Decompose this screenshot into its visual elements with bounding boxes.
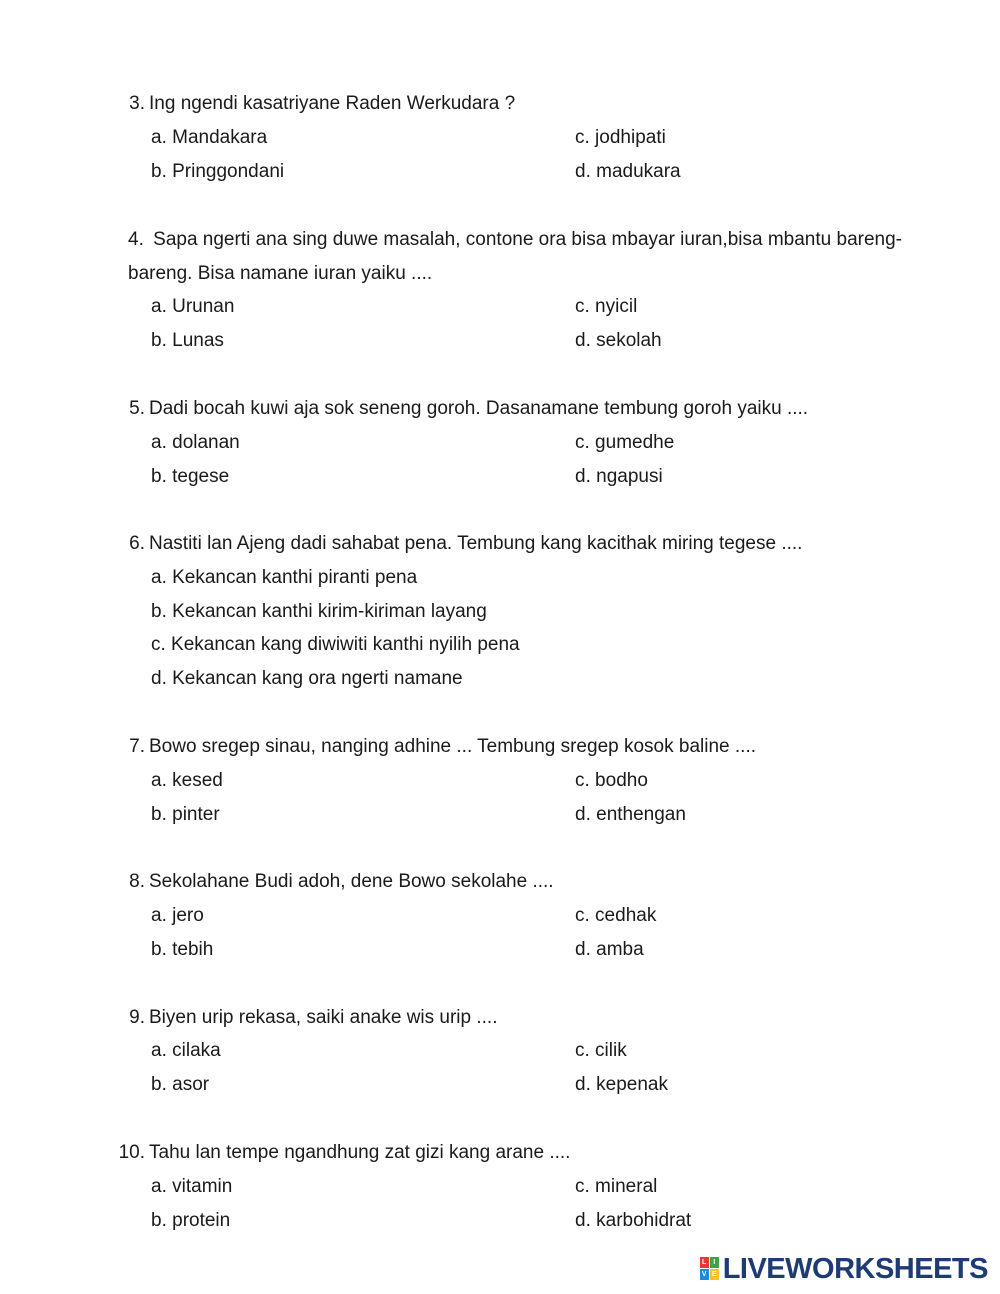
option-d[interactable]: d. kepenak: [575, 1074, 668, 1095]
option-b[interactable]: b. asor: [151, 1074, 210, 1095]
liveworksheets-wordmark: LIVEWORKSHEETS: [722, 1252, 988, 1285]
option-c[interactable]: c. gumedhe: [575, 432, 675, 453]
question-number: 7.: [129, 736, 145, 757]
option-c[interactable]: c. jodhipati: [575, 127, 666, 148]
question-text: Ing ngendi kasatriyane Raden Werkudara ?: [149, 93, 516, 114]
logo-block-e: E: [710, 1269, 719, 1280]
question-text: Nastiti lan Ajeng dadi sahabat pena. Tembung kang kacithak miring tegese ....: [149, 533, 803, 554]
question-number: 8.: [129, 871, 145, 892]
question-text: Bowo sregep sinau, nanging adhine ... Tembung sregep kosok baline ....: [149, 736, 756, 757]
option-a[interactable]: a. vitamin: [151, 1176, 233, 1197]
liveworksheets-logo: [700, 1254, 988, 1284]
option-b[interactable]: b. pinter: [151, 804, 220, 825]
option-a[interactable]: a. Kekancan kanthi piranti pena: [151, 567, 418, 588]
question-number: 10.: [118, 1142, 145, 1163]
logo-block-l: L: [700, 1257, 709, 1268]
option-b[interactable]: b. Kekancan kanthi kirim-kiriman layang: [151, 601, 487, 622]
option-c[interactable]: c. Kekancan kang diwiwiti kanthi nyilih pena: [151, 634, 520, 655]
question-number: 6.: [129, 533, 145, 554]
question-number: 3.: [129, 93, 145, 114]
option-d[interactable]: d. ngapusi: [575, 466, 663, 487]
option-a[interactable]: a. dolanan: [151, 432, 240, 453]
option-c[interactable]: c. cedhak: [575, 905, 657, 926]
question-text: Tahu lan tempe ngandhung zat gizi kang arane ....: [149, 1142, 571, 1163]
option-d[interactable]: d. karbohidrat: [575, 1210, 692, 1231]
option-b[interactable]: b. Lunas: [151, 330, 224, 351]
option-d[interactable]: d. amba: [575, 939, 644, 960]
question-number: 5.: [129, 398, 145, 419]
logo-block-v: V: [700, 1269, 709, 1280]
option-a[interactable]: a. cilaka: [151, 1040, 221, 1061]
option-c[interactable]: c. cilik: [575, 1040, 627, 1061]
question-text: Biyen urip rekasa, saiki anake wis urip ....: [149, 1007, 498, 1028]
question-text: Sekolahane Budi adoh, dene Bowo sekolahe ....: [149, 871, 554, 892]
question-text: Sapa ngerti ana sing duwe masalah, contone ora bisa mbayar iuran,bisa mbantu bareng-bareng. Bisa namane iuran yaiku ....: [128, 229, 902, 284]
question-number: 4.: [128, 229, 144, 250]
option-a[interactable]: a. kesed: [151, 770, 223, 791]
option-d[interactable]: d. madukara: [575, 161, 681, 182]
liveworksheets-logo-icon: [700, 1257, 720, 1281]
option-d[interactable]: d. Kekancan kang ora ngerti namane: [151, 668, 463, 689]
option-c[interactable]: c. bodho: [575, 770, 648, 791]
option-b[interactable]: b. Pringgondani: [151, 161, 285, 182]
option-a[interactable]: a. jero: [151, 905, 204, 926]
option-a[interactable]: a. Urunan: [151, 296, 235, 317]
question-paragraph: [128, 223, 902, 291]
question-text: Dadi bocah kuwi aja sok seneng goroh. Dasanamane tembung goroh yaiku ....: [149, 398, 809, 419]
option-c[interactable]: c. nyicil: [575, 296, 638, 317]
option-b[interactable]: b. tebih: [151, 939, 214, 960]
option-a[interactable]: a. Mandakara: [151, 127, 268, 148]
question-number: 9.: [129, 1007, 145, 1028]
option-d[interactable]: d. enthengan: [575, 804, 686, 825]
option-b[interactable]: b. protein: [151, 1210, 231, 1231]
option-c[interactable]: c. mineral: [575, 1176, 658, 1197]
option-d[interactable]: d. sekolah: [575, 330, 662, 351]
option-b[interactable]: b. tegese: [151, 466, 230, 487]
logo-block-i: I: [710, 1257, 719, 1268]
